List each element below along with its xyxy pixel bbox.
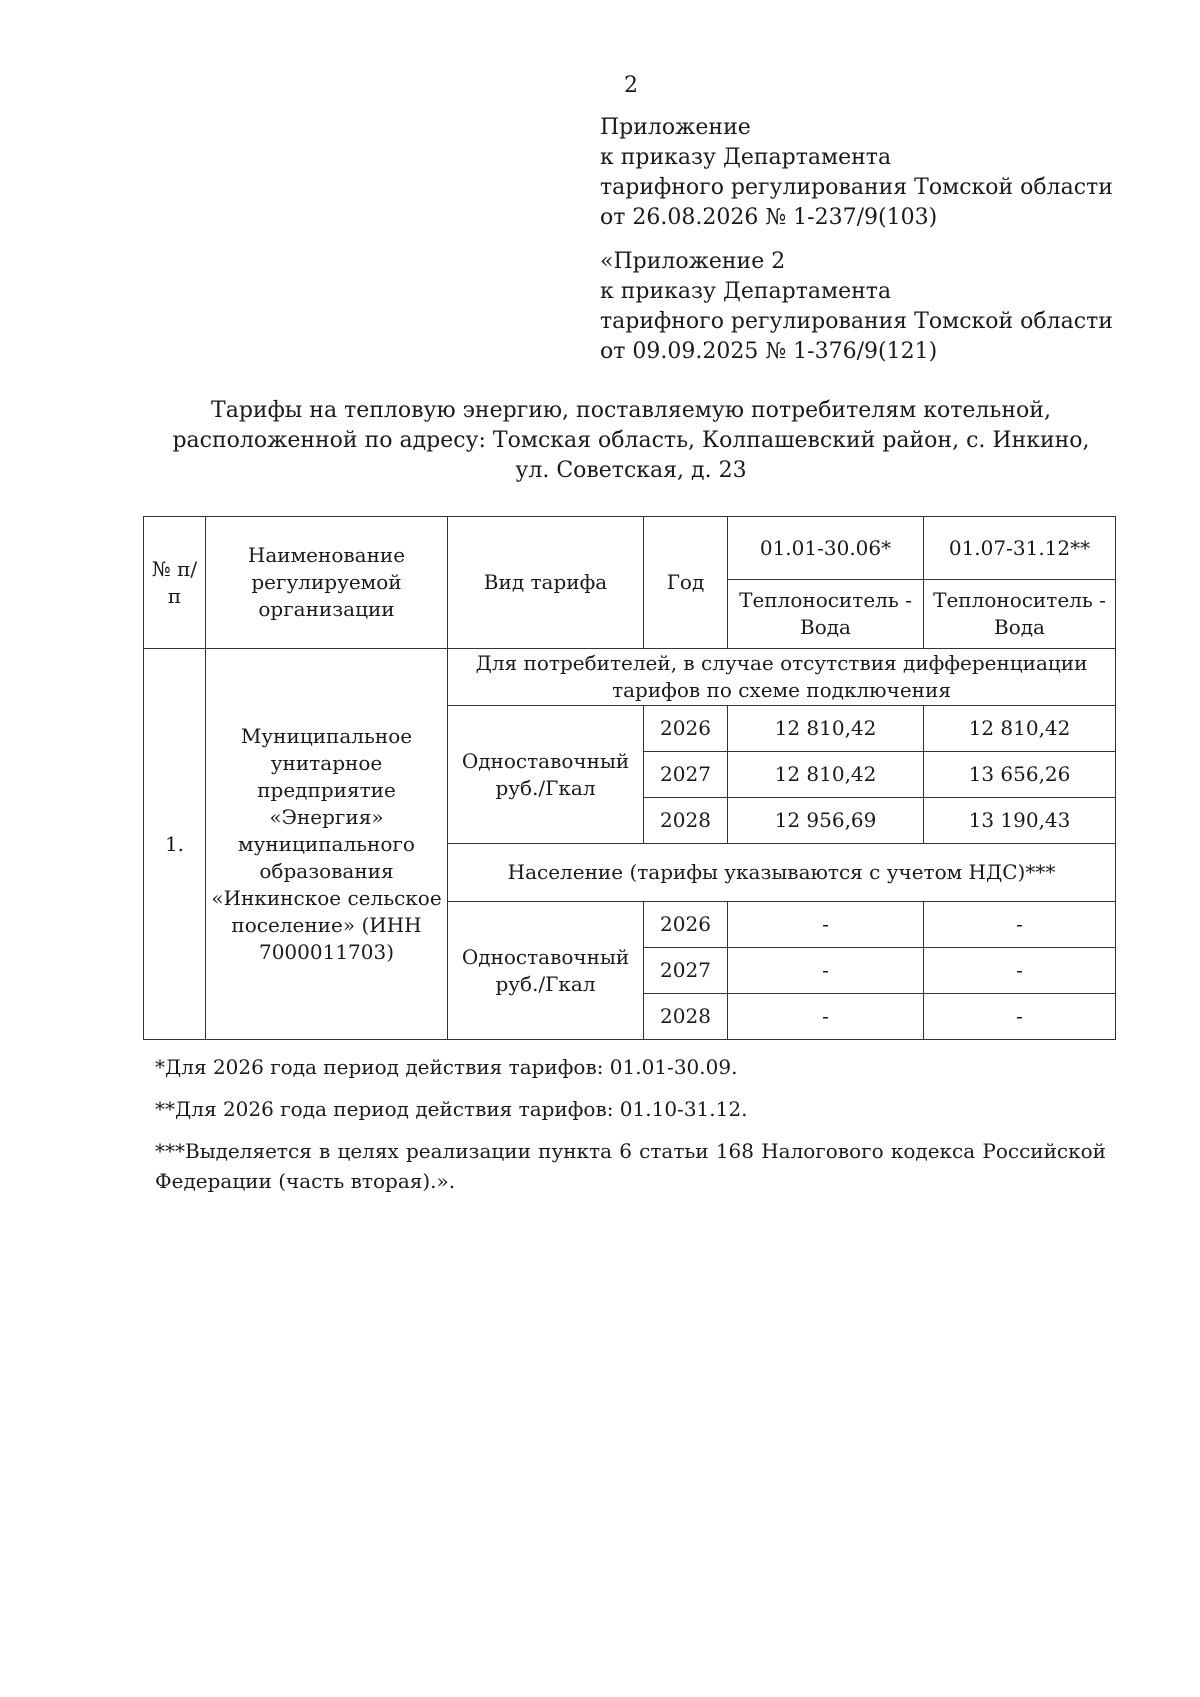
year-cell: 2026 — [644, 902, 728, 948]
appendix-line: от 26.08.2026 № 1-237/9(103) — [600, 205, 938, 230]
appendix-line: тарифного регулирования Томской области — [600, 175, 1113, 200]
row-number: 1. — [144, 649, 206, 1040]
year-cell: 2026 — [644, 706, 728, 752]
year-cell: 2027 — [644, 752, 728, 798]
value-cell: - — [924, 948, 1116, 994]
value-cell: - — [924, 902, 1116, 948]
section-title: Для потребителей, в случае отсутствия дифференциации тарифов по схеме подключения — [448, 649, 1116, 706]
section-title: Население (тарифы указываются с учетом НДС)*** — [448, 844, 1116, 902]
year-cell: 2028 — [644, 798, 728, 844]
header-carrier-2: Теплоноситель - Вода — [924, 580, 1116, 649]
header-num: № п/п — [144, 517, 206, 649]
header-year: Год — [644, 517, 728, 649]
header-carrier-1: Теплоноситель - Вода — [728, 580, 924, 649]
value-cell: 12 810,42 — [728, 706, 924, 752]
header-period-1: 01.01-30.06* — [728, 517, 924, 580]
value-cell: - — [728, 902, 924, 948]
value-cell: - — [728, 994, 924, 1040]
value-cell: 12 810,42 — [728, 752, 924, 798]
organization-name: Муниципальное унитарное предприятие «Энергия» муниципального образования «Инкинское сельское поселение» (ИНН 7000011703) — [206, 649, 448, 1040]
appendix-line: к приказу Департамента — [600, 145, 892, 170]
value-cell: 12 956,69 — [728, 798, 924, 844]
appendix-line: Приложение — [600, 115, 751, 140]
document-title — [140, 396, 1122, 486]
value-cell: - — [924, 994, 1116, 1040]
year-cell: 2027 — [644, 948, 728, 994]
header-org: Наименование регулируемой организации — [206, 517, 448, 649]
page-number: 2 — [624, 73, 638, 98]
footnote: *Для 2026 года период действия тарифов: 01.01-30.09. — [155, 1055, 738, 1079]
footnotes — [155, 1052, 1106, 1208]
appendix-line: «Приложение 2 — [600, 249, 786, 274]
value-cell: 13 656,26 — [924, 752, 1116, 798]
title-line: расположенной по адресу: Томская область, Колпашевский район, с. Инкино, — [172, 428, 1090, 453]
original-appendix-header — [600, 247, 1160, 367]
tariff-type-cell: Одноставочный руб./Гкал — [448, 706, 644, 844]
tariff-type-cell: Одноставочный руб./Гкал — [448, 902, 644, 1040]
footnote: ***Выделяется в целях реализации пункта 6 статьи 168 Налогового кодекса Российской Федерации (часть вторая).». — [155, 1139, 1106, 1193]
title-line: Тарифы на тепловую энергию, поставляемую потребителям котельной, — [211, 398, 1051, 423]
appendix-header — [600, 113, 1160, 233]
year-cell: 2028 — [644, 994, 728, 1040]
value-cell: 13 190,43 — [924, 798, 1116, 844]
appendix-line: от 09.09.2025 № 1-376/9(121) — [600, 339, 938, 364]
header-row — [144, 517, 1116, 580]
header-tariff-type: Вид тарифа — [448, 517, 644, 649]
appendix-line: тарифного регулирования Томской области — [600, 309, 1113, 334]
footnote: **Для 2026 года период действия тарифов: 01.10-31.12. — [155, 1097, 748, 1121]
tariff-table — [143, 516, 1116, 1040]
appendix-line: к приказу Департамента — [600, 279, 892, 304]
value-cell: - — [728, 948, 924, 994]
value-cell: 12 810,42 — [924, 706, 1116, 752]
title-line: ул. Советская, д. 23 — [515, 458, 747, 483]
header-period-2: 01.07-31.12** — [924, 517, 1116, 580]
table-row — [144, 649, 1116, 706]
